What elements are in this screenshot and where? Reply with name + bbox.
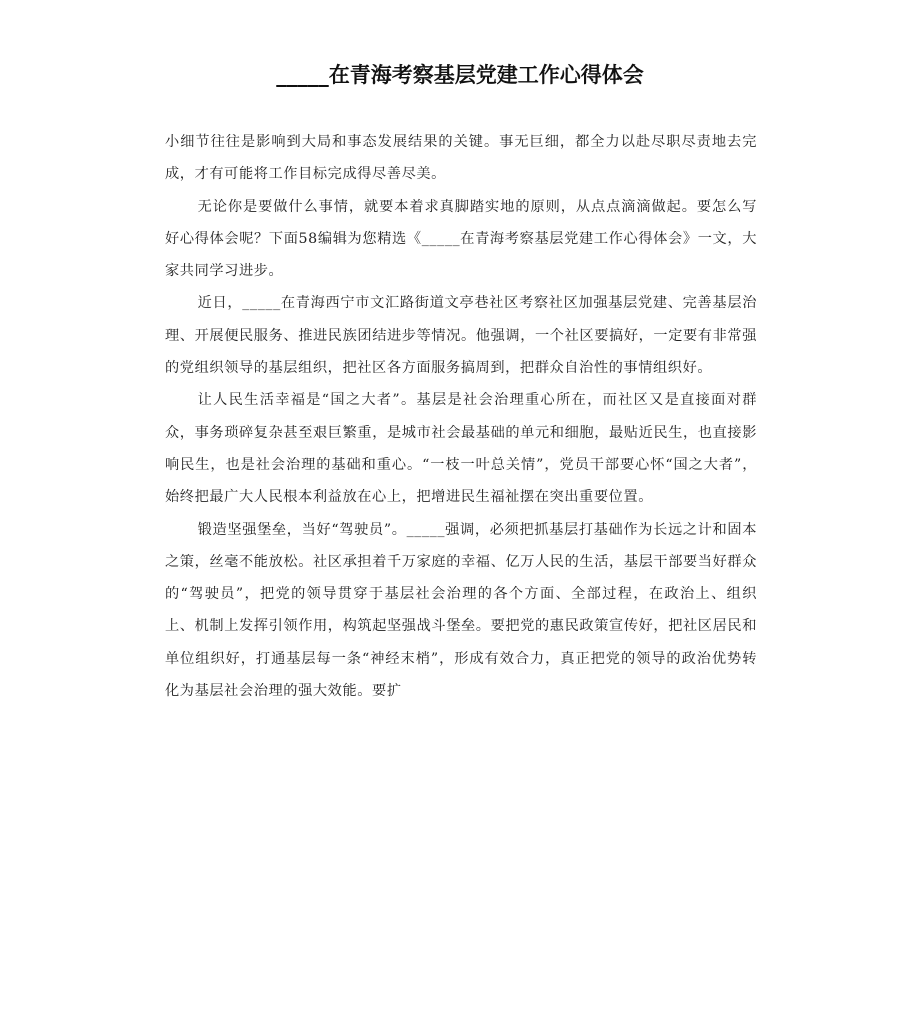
paragraph-3: 近日，_____在青海西宁市文汇路街道文亭巷社区考察社区加强基层党建、完善基层治理、开展便民服务、推进民族团结进步等情况。他强调，一个社区要搞好，一定要有非常强的党组织领导的基层组织，把社区各方面服务搞周到，把群众自治性的事情组织好。: [165, 295, 757, 377]
document-title: _____在青海考察基层党建工作心得体会: [276, 63, 644, 87]
paragraph-5: 锻造坚强堡垒，当好“驾驶员”。_____强调，必须把抓基层打基础作为长远之计和固本之策，丝毫不能放松。社区承担着千万家庭的幸福、亿万人民的生活，基层干部要当好群众的“驾驶员”，把党的领导贯穿于基层社会治理的各个方面、全部过程，在政治上、组织上、机制上发挥引领作用，构筑起坚强战斗堡垒。要把党的惠民政策宣传好，把社区居民和单位组织好，打通基层每一条“神经末梢”，形成有效合力，真正把党的领导的政治优势转化为基层社会治理的强大效能。要扩: [165, 521, 757, 700]
paragraph-1: 小细节往往是影响到大局和事态发展结果的关键。事无巨细，都全力以赴尽职尽责地去完成，才有可能将工作目标完成得尽善尽美。: [165, 134, 757, 183]
paragraph-4: 让人民生活幸福是“国之大者”。基层是社会治理重心所在，而社区又是直接面对群众，事务琐碎复杂甚至艰巨繁重，是城市社会最基础的单元和细胞，最贴近民生，也直接影响民生，也是社会治理的基础和重心。“一枝一叶总关情”，党员干部要心怀“国之大者”，始终把最广大人民根本利益放在心上，把增进民生福祉摆在突出重要位置。: [165, 392, 757, 506]
paragraph-2: 无论你是要做什么事情，就要本着求真脚踏实地的原则，从点点滴滴做起。要怎么写好心得体会呢？下面58编辑为您精选《_____在青海考察基层党建工作心得体会》一文，大家共同学习进步。: [165, 198, 757, 280]
document-body: [165, 126, 757, 707]
